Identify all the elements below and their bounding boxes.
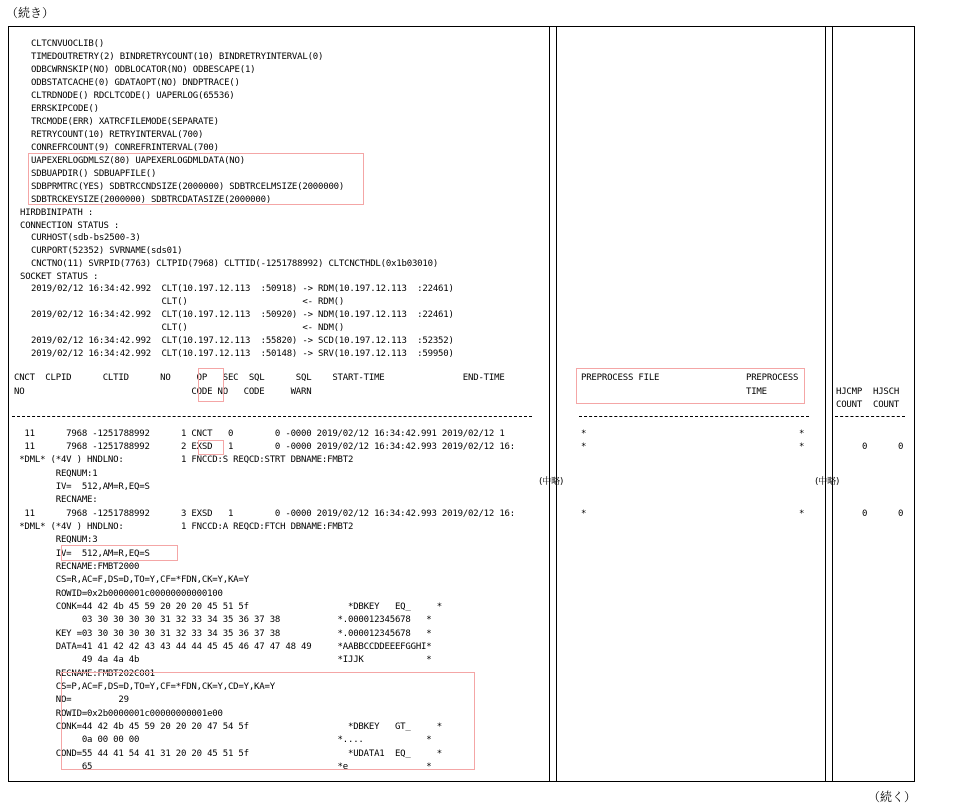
omitted-marker-left: (中略) <box>539 477 564 487</box>
table-row: DATA=41 41 42 42 43 43 44 44 45 45 46 47 47 48 49 *AABBCCDDEEEFGGHI* <box>14 642 432 652</box>
connection-line: CURHOST(sdb-bs2500-3) <box>31 233 141 243</box>
table-row: KEY =03 30 30 30 30 31 32 33 34 35 36 37 38 *.000012345678 * <box>14 629 432 639</box>
break-gap-left <box>550 27 556 781</box>
config-line: CONREFRCOUNT(9) CONREFRINTERVAL(700) <box>31 143 219 153</box>
highlight-exsd <box>198 440 224 455</box>
table-row: 11 7968 -1251788992 2 EXSD 1 0 -0000 2019/02/12 16:34:42.993 2019/02/12 16: <box>14 442 515 452</box>
table-row: REQNUM:1 <box>14 469 98 479</box>
table-row: ROWID=0x2b0000001c00000000000100 <box>14 589 223 599</box>
config-line: SDBTRCKEYSIZE(2000000) SDBTRCDATASIZE(2000000) <box>31 195 272 205</box>
preprocess-file-cell: * <box>581 442 587 452</box>
table-row: 03 30 30 30 30 31 32 33 34 35 36 37 38 *.000012345678 * <box>14 615 432 625</box>
table-row: 11 7968 -1251788992 3 EXSD 1 0 -0000 2019/02/12 16:34:42.993 2019/02/12 16: <box>14 509 515 519</box>
table-row: RECNAME: <box>14 495 98 505</box>
table-row: RECNAME:FMBT202C001 <box>14 669 155 679</box>
config-line: SDBPRMTRC(YES) SDBTRCCNDSIZE(2000000) SDBTRCELMSIZE(2000000) <box>31 182 345 192</box>
header-separator-mid <box>579 416 809 419</box>
hjsch-count-cell: 0 <box>898 509 904 519</box>
table-row: CONK=44 42 4b 45 59 20 20 20 45 51 5f *DBKEY EQ_ * <box>14 602 442 612</box>
table-header-row2: NO CODE NO CODE WARN <box>14 387 312 397</box>
table-row: COND=55 44 41 54 41 31 20 20 45 51 5f *UDATA1 EQ_ * <box>14 749 442 759</box>
table-row: 65 *e * <box>14 762 432 772</box>
connection-line: CURPORT(52352) SVRNAME(sds01) <box>31 246 183 256</box>
table-row: CONK=44 42 4b 45 59 20 20 20 47 54 5f *DBKEY GT_ * <box>14 722 442 732</box>
hjcmp-header-1: HJCMP <box>836 387 863 397</box>
config-line: UAPEXERLOGDMLSZ(80) UAPEXERLOGDMLDATA(NO) <box>31 156 245 166</box>
config-line: ERRSKIPCODE() <box>31 104 99 114</box>
table-row: 11 7968 -1251788992 1 CNCT 0 0 -0000 2019/02/12 16:34:42.991 2019/02/12 1 <box>14 429 505 439</box>
table-row: RECNAME:FMBT2000 <box>14 562 140 572</box>
hjsch-header-1: HJSCH <box>873 387 900 397</box>
table-row: ROWID=0x2b0000001c00000000001e00 <box>14 709 223 719</box>
config-line: ODBSTATCACHE(0) GDATAOPT(NO) DNDPTRACE() <box>31 78 240 88</box>
hjcmp-header-2: COUNT <box>836 400 863 410</box>
socket-line: 2019/02/12 16:34:42.992 CLT(10.197.12.113 :50148) -> SRV(10.197.12.113 :59950) <box>31 349 454 359</box>
preprocess-time-header-2: TIME <box>746 387 767 397</box>
preprocess-time-header-1: PREPROCESS <box>746 373 799 383</box>
socket-line: CLT() <- RDM() <box>31 297 345 307</box>
table-row: *DML* (*4V ) HNDLNO: 1 FNCCD:S REQCD:STRT DBNAME:FMBT2 <box>14 455 354 465</box>
header-separator-left <box>12 416 532 419</box>
connection-status-label: CONNECTION STATUS : <box>20 221 120 231</box>
hjsch-count-cell: 0 <box>898 442 904 452</box>
highlight-iv-line <box>61 545 178 561</box>
table-row: 0a 00 00 00 *.... * <box>14 735 432 745</box>
config-line: RETRYCOUNT(10) RETRYINTERVAL(700) <box>31 130 204 140</box>
connection-line: CNCTNO(11) SVRPID(7763) CLTPID(7968) CLTTID(-1251788992) CLTCNCTHDL(0x1b03010) <box>31 259 439 269</box>
socket-line: 2019/02/12 16:34:42.992 CLT(10.197.12.113 :50920) -> NDM(10.197.12.113 :22461) <box>31 310 454 320</box>
table-row: NO= 29 <box>14 695 129 705</box>
hjsch-header-2: COUNT <box>873 400 900 410</box>
header-separator-right <box>835 416 905 419</box>
socket-line: 2019/02/12 16:34:42.992 CLT(10.197.12.113 :50918) -> RDM(10.197.12.113 :22461) <box>31 284 454 294</box>
break-line-left-b <box>556 27 557 781</box>
config-line: TRCMODE(ERR) XATRCFILEMODE(SEPARATE) <box>31 117 219 127</box>
socket-line: 2019/02/12 16:34:42.992 CLT(10.197.12.113 :55820) -> SCD(10.197.12.113 :52352) <box>31 336 454 346</box>
table-row: REQNUM:3 <box>14 535 98 545</box>
continued-top-label: （続き） <box>6 6 55 20</box>
hirdbinipath-label: HIRDBINIPATH : <box>20 208 94 218</box>
trace-listing-frame <box>8 26 915 782</box>
break-gap-right <box>826 27 832 781</box>
highlight-config-sdb <box>28 153 364 205</box>
preprocess-time-cell: * <box>799 509 805 519</box>
hjcmp-count-cell: 0 <box>862 442 868 452</box>
omitted-marker-right: (中略) <box>815 477 840 487</box>
preprocess-time-cell: * <box>799 429 805 439</box>
table-row: 49 4a 4a 4b *IJJK * <box>14 655 432 665</box>
preprocess-time-cell: * <box>799 442 805 452</box>
highlight-preprocess-header <box>576 368 805 404</box>
table-header-row1: CNCT CLPID CLTID NO OP SEC SQL SQL START-TIME END-TIME <box>14 373 505 383</box>
table-row: *DML* (*4V ) HNDLNO: 1 FNCCD:A REQCD:FTCH DBNAME:FMBT2 <box>14 522 354 532</box>
config-line: SDBUAPDIR() SDBUAPFILE() <box>31 169 157 179</box>
continued-bottom-label: （続く） <box>868 790 917 804</box>
table-row: IV= 512,AM=R,EQ=S <box>14 482 150 492</box>
table-row: CS=P,AC=F,DS=D,TO=Y,CF=*FDN,CK=Y,CD=Y,KA=Y <box>14 682 275 692</box>
preprocess-file-cell: * <box>581 429 587 439</box>
socket-line: CLT() <- NDM() <box>31 323 345 333</box>
break-line-right-b <box>832 27 833 781</box>
config-line: TIMEDOUTRETRY(2) BINDRETRYCOUNT(10) BINDRETRYINTERVAL(0) <box>31 52 324 62</box>
socket-status-label: SOCKET STATUS : <box>20 272 99 282</box>
config-line: ODBCWRNSKIP(NO) ODBLOCATOR(NO) ODBESCAPE(1) <box>31 65 256 75</box>
highlight-op-code-header <box>198 368 224 402</box>
preprocess-file-header: PREPROCESS FILE <box>581 373 660 383</box>
table-row: IV= 512,AM=R,EQ=S <box>14 549 150 559</box>
highlight-recname-block <box>61 672 475 770</box>
preprocess-file-cell: * <box>581 509 587 519</box>
config-line: CLTCNVUOCLIB() <box>31 39 105 49</box>
table-row: CS=R,AC=F,DS=D,TO=Y,CF=*FDN,CK=Y,KA=Y <box>14 575 249 585</box>
hjcmp-count-cell: 0 <box>862 509 868 519</box>
config-line: CLTRDNODE() RDCLTCODE() UAPERLOG(65536) <box>31 91 235 101</box>
